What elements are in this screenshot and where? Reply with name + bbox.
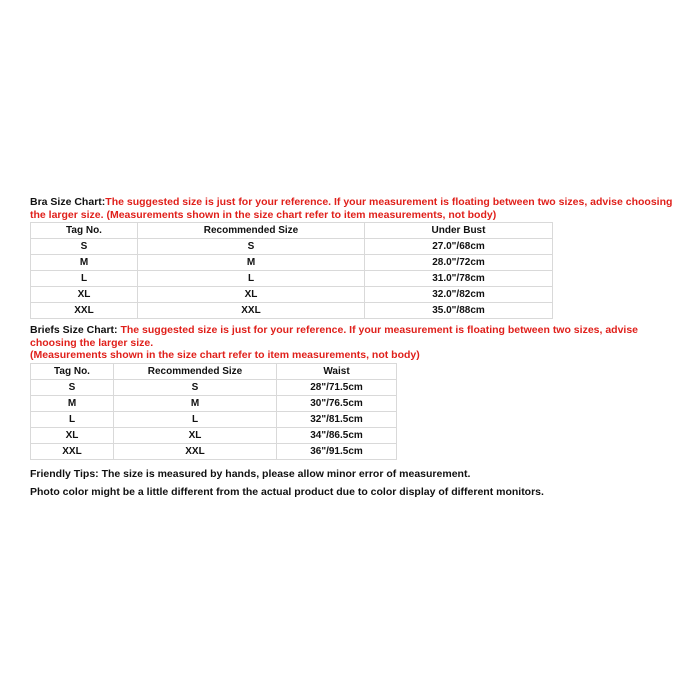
table-cell: 28"/71.5cm (277, 379, 397, 395)
table-cell: M (138, 255, 365, 271)
header-cell-tag-no: Tag No. (31, 363, 114, 379)
table-cell: 31.0"/78cm (365, 271, 553, 287)
friendly-tips-line: Friendly Tips: The size is measured by hands, please allow minor error of measurement. (30, 468, 471, 480)
table-cell: XXL (31, 303, 138, 319)
bra-size-chart-label: Bra Size Chart: (30, 196, 106, 208)
table-row (31, 287, 553, 303)
table-cell: L (31, 411, 114, 427)
table-cell: S (138, 239, 365, 255)
table-cell: L (114, 411, 277, 427)
table-row (31, 427, 397, 443)
table-cell: XL (31, 287, 138, 303)
table-row (31, 271, 553, 287)
table-row (31, 395, 397, 411)
friendly-tips (30, 466, 670, 501)
table-cell: XL (114, 427, 277, 443)
table-cell: M (31, 255, 138, 271)
header-cell-recommended-size: Recommended Size (114, 363, 277, 379)
briefs-size-chart-heading (30, 324, 670, 349)
table-row (31, 255, 553, 271)
table-cell: S (31, 239, 138, 255)
table-cell: XXL (114, 443, 277, 459)
table-cell: 28.0"/72cm (365, 255, 553, 271)
table-cell: XXL (31, 443, 114, 459)
header-cell-under-bust: Under Bust (365, 223, 553, 239)
bra-size-table (30, 222, 553, 319)
table-cell: XL (138, 287, 365, 303)
bra-table-header-row (31, 223, 553, 239)
briefs-table-header-row (31, 363, 397, 379)
table-cell: L (31, 271, 138, 287)
table-cell: 27.0"/68cm (365, 239, 553, 255)
table-cell: S (114, 379, 277, 395)
briefs-size-table (30, 363, 397, 460)
table-cell: 30"/76.5cm (277, 395, 397, 411)
table-cell: L (138, 271, 365, 287)
table-cell: S (31, 379, 114, 395)
table-cell: 34"/86.5cm (277, 427, 397, 443)
bra-size-chart-heading (30, 196, 675, 221)
table-row (31, 303, 553, 319)
briefs-measurement-note: (Measurements shown in the size chart refer to item measurements, not body) (30, 349, 420, 361)
bra-size-chart (30, 196, 675, 319)
briefs-size-chart-label: Briefs Size Chart: (30, 324, 118, 336)
table-cell: M (114, 395, 277, 411)
table-cell: M (31, 395, 114, 411)
table-cell: XXL (138, 303, 365, 319)
header-cell-tag-no: Tag No. (31, 223, 138, 239)
table-row (31, 411, 397, 427)
table-cell: 32.0"/82cm (365, 287, 553, 303)
photo-color-note: Photo color might be a little different from the actual product due to color display of different monitors. (30, 485, 544, 498)
table-cell: 32"/81.5cm (277, 411, 397, 427)
table-row (31, 379, 397, 395)
bra-size-chart-note: The suggested size is just for your reference. If your measurement is floating between two sizes, advise choosing the larger size. (Measurements shown in the size chart refer to item measurements, not body) (30, 196, 673, 221)
table-row (31, 239, 553, 255)
table-cell: XL (31, 427, 114, 443)
table-cell: 36"/91.5cm (277, 443, 397, 459)
table-row (31, 443, 397, 459)
briefs-size-chart (30, 324, 670, 460)
header-cell-waist: Waist (277, 363, 397, 379)
briefs-size-chart-note: The suggested size is just for your reference. If your measurement is floating between two sizes, advise choosing the larger size. (30, 324, 639, 349)
header-cell-recommended-size: Recommended Size (138, 223, 365, 239)
table-cell: 35.0"/88cm (365, 303, 553, 319)
